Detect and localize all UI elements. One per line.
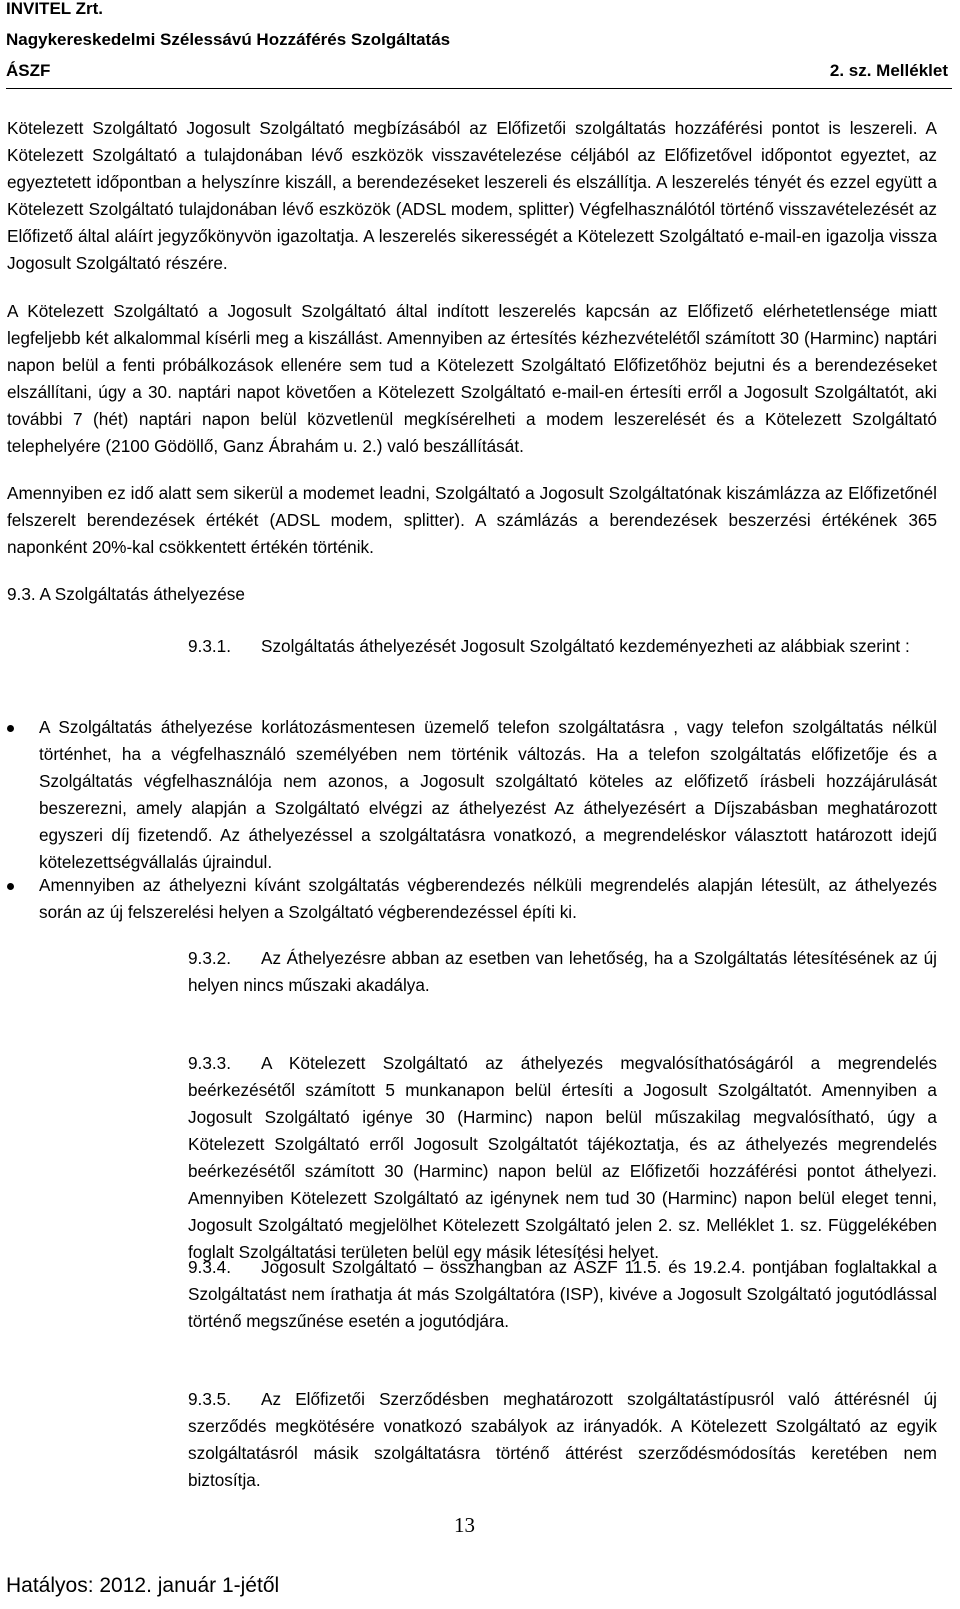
section-title: 9.3. A Szolgáltatás áthelyezése (7, 584, 245, 604)
subsection-9-3-3 (188, 1050, 937, 1266)
subsection-number: 9.3.1. (188, 636, 232, 656)
footer-effective-date: Hatályos: 2012. január 1-jétől (6, 1574, 280, 1597)
list-item (7, 872, 937, 926)
subsection-number: 9.3.5. (188, 1389, 232, 1409)
bullet-icon (7, 725, 14, 732)
subsection-number: 9.3.2. (188, 948, 232, 968)
header-rule (6, 88, 952, 89)
paragraph-removal: Kötelezett Szolgáltató Jogosult Szolgáltató megbízásából az Előfizetői szolgáltatás hozzáférési pontot is leszereli. A Kötelezett Szolgáltató a tulajdonában lévő eszközök visszavételezése céljából az Előfizetővel időpontot egyeztet, az egyeztetett időpontban a helyszínre kiszáll, a berendezéseket leszereli és elszállítja. A leszerelés tényét és ezzel együtt a Kötelezett Szolgáltató tulajdonában lévő eszközök (ADSL modem, splitter) Végfelhasználótól történő visszavételezését az Előfizető által aláírt jegyzőkönyvön igazoltatja. A leszerelés sikerességét a Kötelezett Szolgáltató e-mail-en igazolja vissza Jogosult Szolgáltató részére. (7, 118, 937, 273)
bullet-icon (7, 883, 14, 890)
subsection-number: 9.3.4. (188, 1257, 232, 1277)
list-item (7, 714, 937, 876)
subsection-text: Az Előfizetői Szerződésben meghatározott szolgáltatástípusról való áttérésnél új szerződés megkötésére vonatkozó szabályok az irányadók. A Kötelezett Szolgáltató az egyik szolgáltatásról másik szolgáltatásra történő áttérést szerződésmódosítás keretében nem biztosítja. (188, 1389, 937, 1490)
subsection-text: Az Áthelyezésre abban az esetben van lehetőség, ha a Szolgáltatás létesítésének az új helyen nincs műszaki akadálya. (188, 948, 937, 995)
header-service: Nagykereskedelmi Szélessávú Hozzáférés Szolgáltatás (6, 30, 451, 49)
subsection-9-3-4 (188, 1254, 937, 1335)
header-doc-code: ÁSZF (6, 61, 51, 80)
paragraph-billing: Amennyiben ez idő alatt sem sikerül a modemet leadni, Szolgáltató a Jogosult Szolgáltatónak kiszámlázza az Előfizetőnél felszerelt berendezések értékét (ADSL modem, splitter). A számlázás a berendezések beszerzési értékének 365 naponként 20%-kal csökkentett értékén történik. (7, 483, 937, 557)
subsection-text: Szolgáltatás áthelyezését Jogosult Szolgáltató kezdeményezheti az alábbiak szerint : (261, 636, 910, 656)
list-item-text: A Szolgáltatás áthelyezése korlátozásmentesen üzemelő telefon szolgáltatásra , vagy telefon szolgáltatás nélkül történhet, ha a végfelhasználó személyében nem történik változás. Ha a telefon szolgáltatás előfizetője és a Szolgáltatás végfelhasználója nem azonos, a Jogosult szolgáltató köteles az előfizető írásbeli hozzájárulását beszerezni, amely alapján a Szolgáltató elvégzi az áthelyezést Az áthelyezésért a Díjszabásban meghatározott egyszeri díj fizetendő. Az áthelyezéssel a szolgáltatásra vonatkozó, a megrendeléskor választott határozott idejű kötelezettségvállalás újraindul. (39, 717, 937, 872)
subsection-text: A Kötelezett Szolgáltató az áthelyezés megvalósíthatóságáról a megrendelés beérkezésétől számított 5 munkanapon belül értesíti a Jogosult Szolgáltatót. Amennyiben a Jogosult Szolgáltató igénye 30 (Harminc) napon belül műszakilag megvalósítható, úgy a Kötelezett Szolgáltató erről Jogosult Szolgáltatót tájékoztatja, és az áthelyezés megrendelés beérkezésétől számított 30 (Harminc) napon belül az Előfizetői hozzáférési pontot áthelyezi. Amennyiben Kötelezett Szolgáltató az igénynek nem tud 30 (Harminc) napon belül eleget tenni, Jogosult Szolgáltató megjelölhet Kötelezett Szolgáltató jelen 2. sz. Melléklet 1. sz. Függelékében foglalt Szolgáltatási területen belül egy másik létesítési helyet. (188, 1053, 937, 1262)
header-company: INVITEL Zrt. (6, 0, 103, 18)
subsection-text: Jogosult Szolgáltató – összhangban az ÁSZF 11.5. és 19.2.4. pontjában foglaltakkal a Szolgáltatást nem írathatja át más Szolgáltatóra (ISP), kivéve a Jogosult Szolgáltató jogutódlással történő megszűnése esetén a jogutódjára. (188, 1257, 937, 1331)
header-annex: 2. sz. Melléklet (829, 61, 948, 80)
subsection-9-3-1 (188, 633, 937, 660)
subsection-number: 9.3.3. (188, 1053, 232, 1073)
subsection-9-3-5 (188, 1386, 937, 1494)
paragraph-unreachable: A Kötelezett Szolgáltató a Jogosult Szolgáltató által indított leszerelés kapcsán az Előfizető elérhetetlensége miatt legfeljebb két alkalommal kísérli meg a kiszállást. Amennyiben az értesítés kézhezvételétől számított 30 (Harminc) naptári napon belül a fenti próbálkozások ellenére sem tud a Kötelezett Szolgáltató Előfizetőhöz bejutni és a berendezéseket elszállítani, úgy a 30. naptári napot követően a Kötelezett Szolgáltató e-mail-en értesíti erről a Jogosult Szolgáltatót, aki további 7 (hét) naptári napon belül közvetlenül megkísérelheti a modem leszerelését és a Kötelezett Szolgáltató telephelyére (2100 Gödöllő, Ganz Ábrahám u. 2.) való beszállítását. (7, 301, 937, 456)
page-number: 13 (454, 1513, 475, 1537)
subsection-9-3-2 (188, 945, 937, 999)
list-item-text: Amennyiben az áthelyezni kívánt szolgáltatás végberendezés nélküli megrendelés alapján létesült, az áthelyezés során az új felszerelési helyen a Szolgáltató végberendezéssel építi ki. (39, 875, 937, 922)
